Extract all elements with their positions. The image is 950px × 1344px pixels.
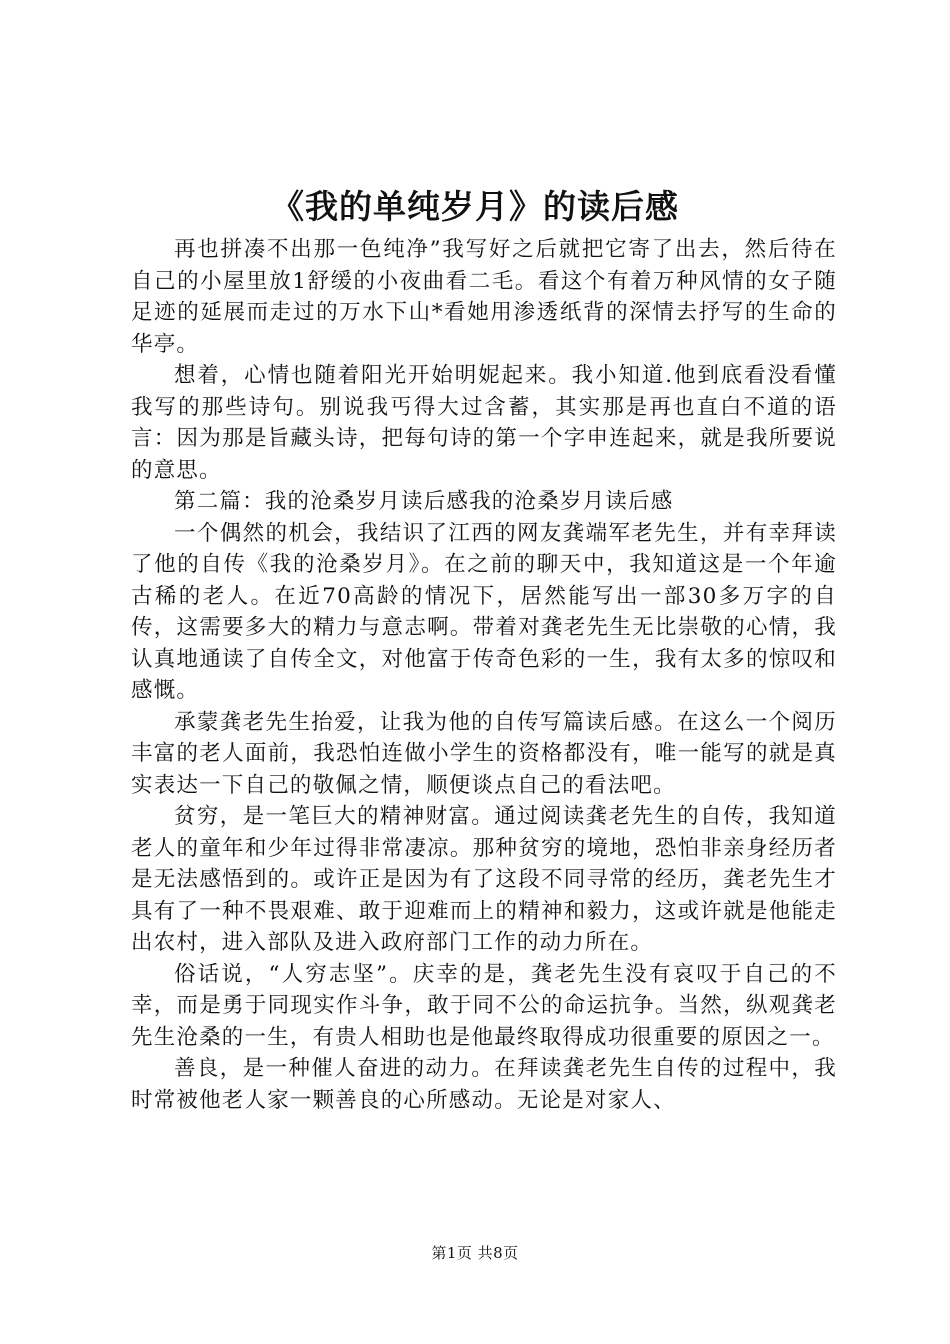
paragraph-4: 承蒙龚老先生抬爱，让我为他的自传写篇读后感。在这么一个阅历丰富的老人面前，我恐怕连做小学生的资格都没有，唯一能写的就是真实表达一下自己的敬佩之情，顺便谈点自己的看法吧。	[131, 709, 837, 798]
paragraph-2: 想着，心情也随着阳光开始明妮起来。我小知道.他到底看没看懂我写的那些诗句。别说我丐得大过含蓄，其实那是再也直白不道的语言：因为那是旨藏头诗，把每句诗的第一个字申连起来，就是我所要说的意思。	[131, 363, 837, 483]
page-footer: 第1页 共8页	[431, 1244, 519, 1262]
paragraph-7: 善良，是一种催人奋进的动力。在拜读龚老先生自传的过程中，我时常被他老人家一颗善良的心所感动。无论是对家人、	[131, 1056, 837, 1113]
paragraph-6: 俗话说，“人穷志坚”。庆幸的是，龚老先生没有哀叹于自己的不幸，而是勇于同现实作斗争，敢于同不公的命运抗争。当然，纵观龚老先生沧桑的一生，有贵人相助也是他最终取得成功很重要的原因之一。	[131, 961, 837, 1050]
paragraph-5: 贫穷，是一笔巨大的精神财富。通过阅读龚老先生的自传，我知道老人的童年和少年过得非常凄凉。那种贫穷的境地，恐怕非亲身经历者是无法感悟到的。或许正是因为有了这段不同寻常的经历，龚老先生才具有了一种不畏艰难、敢于迎难而上的精神和毅力，这或许就是他能走出农村，进入部队及进入政府部门工作的动力所在。	[131, 804, 837, 955]
document-body	[131, 234, 837, 1116]
paragraph-3: 一个偶然的机会，我结识了江西的网友龚端军老先生，并有幸拜读了他的自传《我的沧桑岁月》。在之前的聊天中，我知道这是一个年逾古稀的老人。在近70高龄的情况下，居然能写出一部30多万字的自传，这需要多大的精力与意志啊。带着对龚老先生无比崇敬的心情，我认真地通读了自传全文，对他富于传奇色彩的一生，我有太多的惊叹和感慨。	[131, 520, 837, 703]
paragraph-1: 再也拼凑不出那一色纯净”我写好之后就把它寄了出去，然后待在自己的小屋里放1舒缓的小夜曲看二毛。看这个有着万种风情的女子随足迹的延展而走过的万水下山*看她用渗透纸背的深情去抒写的生命的华亭。	[131, 237, 837, 357]
section-heading-part-two: 第二篇：我的沧桑岁月读后感我的沧桑岁月读后感	[174, 489, 674, 514]
document-title: 《我的单纯岁月》的读后感	[271, 187, 679, 226]
